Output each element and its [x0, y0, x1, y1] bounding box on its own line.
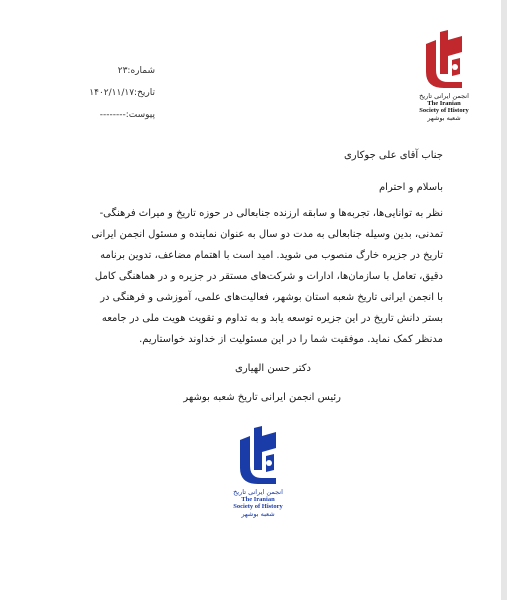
- body-line: با انجمن ایرانی تاریخ شعبه استان بوشهر، فعالیت‌های علمی، آموزشی و فرهنگی در: [100, 292, 443, 303]
- greeting: باسلام و احترام: [378, 182, 443, 193]
- society-stamp-icon: [236, 426, 280, 488]
- logo-branch: شعبه بوشهر: [427, 114, 461, 122]
- body-line: مدنظر کمک نماید. موفقیت شما را در این مسئولیت از خداوند خواستاریم.: [139, 334, 443, 345]
- letter-body: [51, 203, 443, 350]
- body-line: تمدنی، بدین وسیله جنابعالی به مدت دو سال به عنوان نماینده و مسئول انجمن ایرانی: [91, 229, 443, 240]
- society-logo: [404, 30, 484, 122]
- letter-attachment: پیوست:--------: [99, 110, 155, 120]
- stamp-fa-name: انجمن ایرانی تاریخ: [233, 488, 283, 496]
- page-edge: [501, 0, 507, 600]
- addressee: جناب آقای علی جوکاری: [343, 150, 443, 161]
- signatory-title: رئیس انجمن ایرانی تاریخ شعبه بوشهر: [183, 392, 341, 403]
- society-emblem-icon: [422, 30, 466, 92]
- logo-fa-name: انجمن ایرانی تاریخ: [419, 92, 469, 100]
- stamp-en-line2: Society of History: [233, 503, 283, 510]
- body-line: دقیق، تعامل با سازمان‌ها، ادارات و شرکت‌های مستقر در جزیره و در هماهنگی کامل: [94, 271, 443, 282]
- letter-meta: [60, 60, 155, 126]
- stamp-en-line1: The Iranian: [241, 496, 275, 503]
- body-line: تاریخ در جزیره خارگ منصوب می شوید. امید است با اهتمام مضاعف، تدوین برنامه: [100, 250, 443, 261]
- logo-en-line2: Society of History: [419, 107, 469, 114]
- letter-number: شماره:۲۳: [117, 66, 155, 76]
- stamp-branch: شعبه بوشهر: [241, 510, 275, 518]
- logo-en-line1: The Iranian: [427, 100, 461, 107]
- society-stamp: [222, 426, 294, 518]
- letter-date: تاریخ:۱۴۰۲/۱۱/۱۷: [89, 88, 155, 98]
- body-line: بستر دانش تاریخ در این جزیره توسعه یابد و به تداوم و تقویت هویت ملی در جامعه: [101, 313, 443, 324]
- signatory-name: دکتر حسن الهیاری: [235, 363, 311, 374]
- body-line: نظر به توانایی‌ها، تجربه‌ها و سابقه ارزنده جنابعالی در حوزه تاریخ و میراث فرهنگی-: [99, 208, 443, 219]
